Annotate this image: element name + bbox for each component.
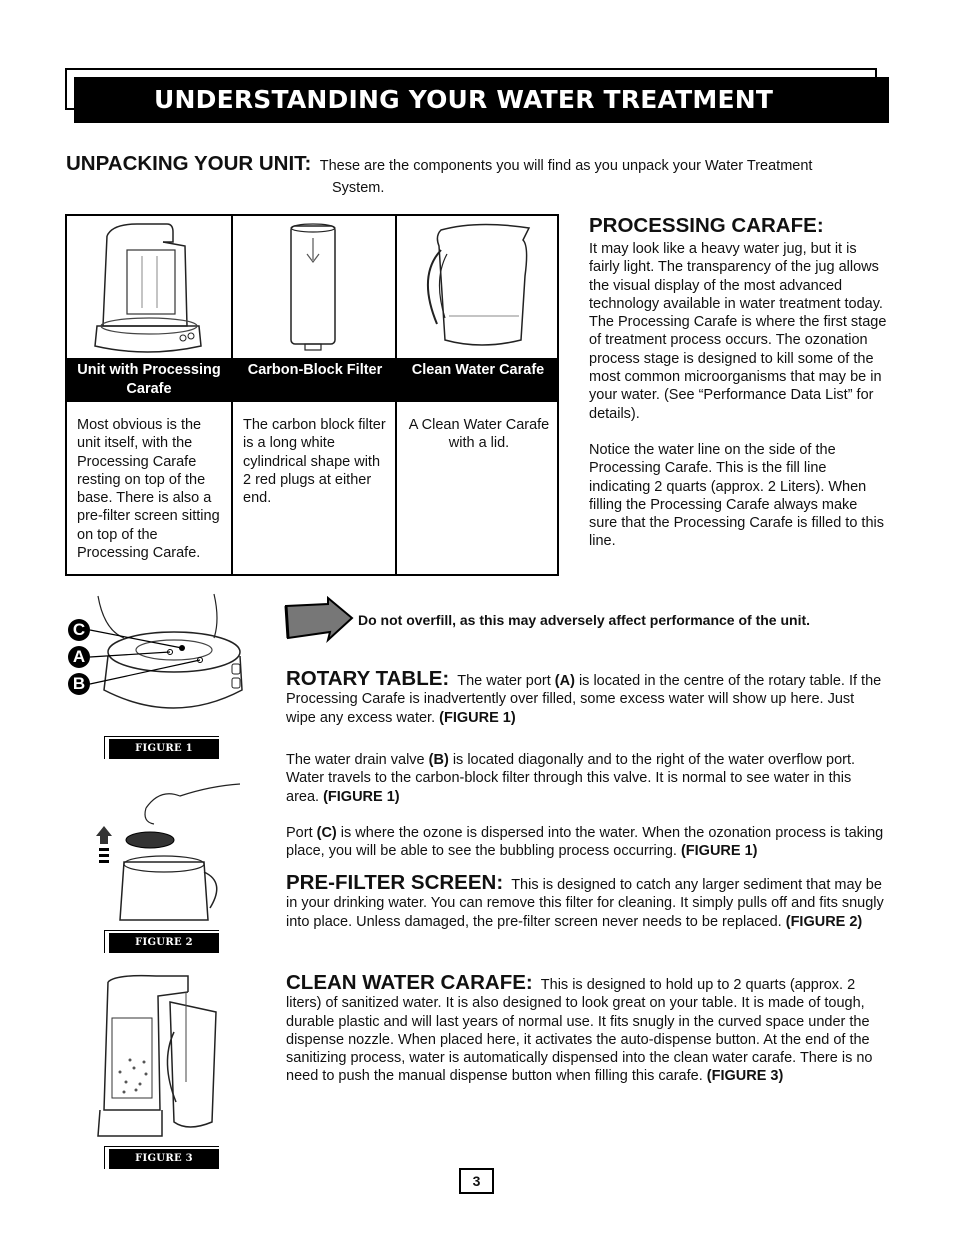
table-column — [67, 216, 231, 574]
figure-3-frame — [104, 1146, 219, 1169]
table-desc-unit: Most obvious is the unit itself, with the Processing Carafe resting on top of the base. There is also a pre-filter screen sitting on top of the Processing Carafe. — [67, 400, 231, 574]
figure-2-illustration — [90, 778, 250, 928]
processing-carafe-section: PROCESSING CARAFE: It may look like a heavy water jug, but it is fairly light. The transparency of the jug allows the visual display of the most advanced technology available in water treatment today. The Processing Carafe is where the first stage of treatment process occurs. The ozonation process stage is designed to kill some of the most common microorganisms that may be in your water. (See “Performance Data List” for details). Notice the water line on the side of the Processing Carafe. This is the fill line indicating 2 quarts (approx. 2 Liters). When filling the Processing Carafe always make sure that the Processing Carafe is filled to this line. — [589, 214, 889, 551]
unpacking-heading: UNPACKING YOUR UNIT — [66, 152, 305, 175]
table-label-filter: Carbon-Block Filter — [233, 358, 397, 400]
rotary-table-section: ROTARY TABLE: The water port (A) is located in the centre of the rotary table. If the Processing Carafe is inadvertently over filled, some excess water will show up here. Just wipe any excess water. (FIGURE 1) — [286, 667, 882, 726]
table-column — [395, 216, 559, 574]
callout-c: C — [68, 619, 90, 641]
unpacking-section: UNPACKING YOUR UNIT: These are the components you will find as you unpack your Water Treatment — [66, 152, 813, 175]
figure-2-frame — [104, 930, 219, 953]
carbon-filter-illustration — [233, 216, 397, 358]
table-label-carafe: Clean Water Carafe — [397, 358, 559, 400]
figure-2-label: FIGURE 2 — [109, 933, 219, 953]
warning-text: Do not overfill, as this may adversely affect performance of the unit. — [358, 612, 811, 628]
arrow-right-icon — [284, 596, 354, 644]
processing-carafe-para2: Notice the water line on the side of the Processing Carafe. This is the fill line indicating 2 quarts (approx. 2 Liters). When filling the Processing Carafe always make sure that the Processing Carafe is filled to this line. — [589, 441, 884, 550]
unit-with-carafe-illustration — [67, 216, 231, 358]
components-table — [65, 214, 559, 576]
processing-carafe-para1: It may look like a heavy water jug, but it is fairly light. The transparency of the jug allows the visual display of the most advanced technology available in water treatment today. The Processing Carafe is where the first stage of treatment process occurs. The ozonation process stage is designed to kill some of the most common microorganisms that may be in your water. (See “Performance Data List” for details). — [589, 241, 887, 422]
processing-carafe-heading: PROCESSING CARAFE — [589, 214, 817, 237]
table-label-unit: Unit with Processing Carafe — [67, 358, 231, 400]
clean-carafe-section: CLEAN WATER CARAFE: This is designed to hold up to 2 quarts (approx. 2 liters) of sanitized water. It is also designed to look great on your table. It is made of tough, durable plastic and will last years of normal use. It fits snugly in the curved space under the dispense nozzle. When placed here, it activates the auto-dispense button. At the end of the sanitizing process, water is automatically dispensed into the clean water carafe. There is no need to push the manual dispense button when filling this carafe. (FIGURE 3) — [286, 971, 873, 1085]
callout-b: B — [68, 673, 90, 695]
figure-3-label: FIGURE 3 — [109, 1149, 219, 1169]
figure-1-illustration — [64, 590, 264, 740]
callout-a: A — [68, 646, 90, 668]
table-column — [231, 216, 397, 574]
pre-filter-section: PRE-FILTER SCREEN: This is designed to catch any larger sediment that may be in your drinking water. You can remove this filter for cleaning. It simply pulls off and fits snugly into place. Unless damaged, the pre-filter screen never needs to be replaced. (FIGURE 2) — [286, 871, 884, 930]
unpacking-intro: These are the components you will find as you unpack your Water Treatment — [319, 158, 813, 174]
table-desc-filter: The carbon block filter is a long white cylindrical shape with 2 red plugs at either end. — [233, 400, 397, 574]
figure-1-label: FIGURE 1 — [109, 739, 219, 759]
pre-filter-heading: PRE-FILTER SCREEN — [286, 871, 497, 894]
clean-carafe-heading: CLEAN WATER CARAFE — [286, 971, 526, 994]
unpacking-intro-cont: System. — [332, 180, 385, 196]
rotary-table-para3: Port (C) is where the ozone is dispersed into the water. When the ozonation process is taking place, you will be able to see the bubbling process occurring. (FIGURE 1) — [286, 825, 884, 860]
rotary-table-heading: ROTARY TABLE — [286, 667, 443, 690]
clean-carafe-illustration — [397, 216, 559, 358]
page-title: UNDERSTANDING YOUR WATER TREATMENT SYSTEM — [74, 77, 889, 123]
table-desc-carafe: A Clean Water Carafe with a lid. — [397, 400, 559, 574]
figure-1-frame — [104, 736, 219, 759]
rotary-table-para2: The water drain valve (B) is located diagonally and to the right of the water overflow port. Water travels to the carbon-block filter through this valve. It is normal to see water in this area. (FIGURE 1) — [286, 752, 856, 805]
page-number: 3 — [459, 1168, 494, 1194]
figure-3-illustration — [96, 972, 226, 1146]
